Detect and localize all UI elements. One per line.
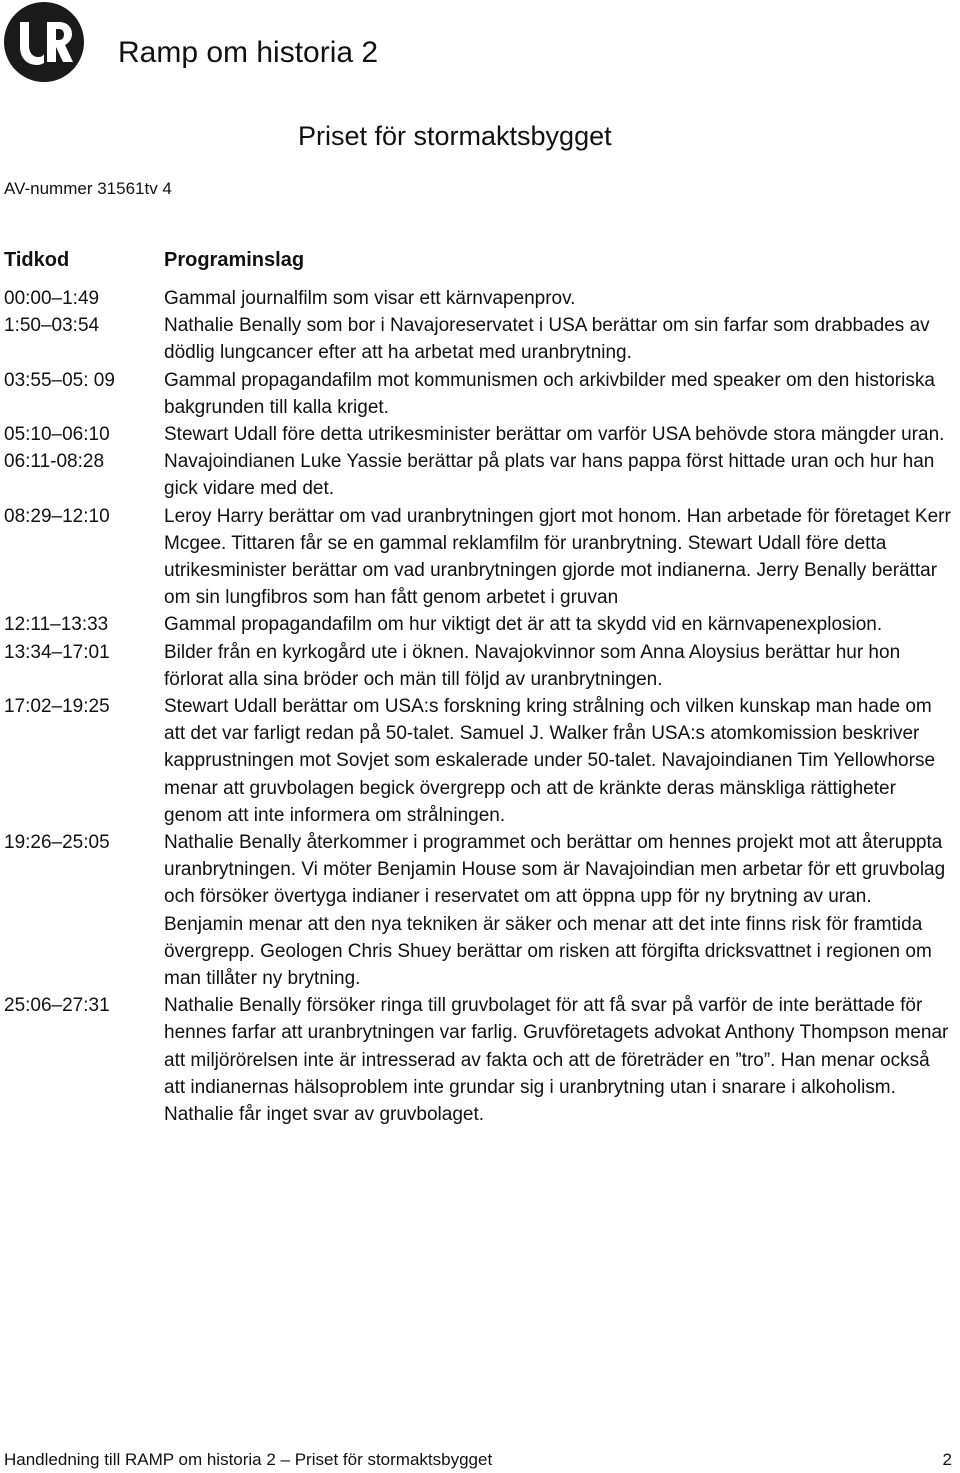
timecode: 1:50–03:54	[4, 315, 100, 337]
column-header-programinslag: Programinslag	[164, 249, 305, 271]
table-row	[4, 421, 956, 448]
table-row	[4, 312, 956, 366]
table-row	[4, 693, 956, 829]
timecode: 25:06–27:31	[4, 995, 110, 1017]
timecode: 17:02–19:25	[4, 696, 110, 718]
segment-description: Nathalie Benally återkommer i programmet och berättar om hennes projekt mot att återuppta uranbrytningen. Vi möter Benjamin House som är Navajoindian men arbetar för ett gruvbolag och försöker övertyga indianer i reservatet om att öppna upp för ny brytning av uran. Benjamin menar att den nya tekniken är säker och menar att det inte finns risk för framtida övergrepp. Geologen Chris Shuey berättar om risken att förgifta dricksvattnet i regionen om man tillåter ny brytning.	[164, 832, 946, 990]
table-row	[4, 285, 956, 312]
episode-title: Priset för stormaktsbygget	[298, 121, 612, 151]
segment-description: Nathalie Benally som bor i Navajoreservatet i USA berättar om sin farfar som drabbades av dödlig lungcancer efter att ha arbetat med uranbrytning.	[164, 315, 930, 364]
segment-description: Stewart Udall före detta utrikesminister berättar om varför USA behövde stora mängder uran.	[164, 424, 945, 446]
table-row	[4, 829, 956, 992]
timecode: 19:26–25:05	[4, 832, 110, 854]
footer-text: Handledning till RAMP om historia 2 – Priset för stormaktsbygget	[4, 1450, 493, 1469]
segment-description: Stewart Udall berättar om USA:s forskning kring strålning och vilken kunskap man hade om att det var farligt redan på 50-talet. Samuel J. Walker från USA:s atomkomission beskriver kapprustningen mot Sovjet som eskalerade under 50-talet. Navajoindianen Tim Yellowhorse menar att gruvbolagen begick övergrepp och att de kränkte deras mänskliga rättigheter genom att inte informera om strålningen.	[164, 696, 936, 826]
series-title: Ramp om historia 2	[118, 36, 379, 69]
timecode: 03:55–05: 09	[4, 369, 115, 391]
segment-description: Leroy Harry berättar om vad uranbrytningen gjort mot honom. Han arbetade för företaget Kerr Mcgee. Tittaren får se en gammal reklamfilm för uranbrytning. Stewart Udall före detta utrikesminister berättar om vad uranbrytningen gjorde mot indianerna. Jerry Benally berättar om sin lungfibros som han fått genom arbetet i gruvan	[164, 505, 951, 609]
segment-description: Bilder från en kyrkogård ute i öknen. Navajokvinnor som Anna Aloysius berättar hur hon förlorat alla sina bröder och män till följd av uranbrytningen.	[164, 641, 901, 690]
timecode: 05:10–06:10	[4, 424, 110, 446]
timecode: 00:00–1:49	[4, 288, 100, 309]
timecode: 06:11-08:28	[4, 451, 105, 473]
program-table	[4, 285, 956, 1128]
table-row	[4, 448, 956, 502]
table-row	[4, 367, 956, 421]
timecode: 08:29–12:10	[4, 505, 110, 527]
timecode: 12:11–13:33	[4, 614, 109, 636]
table-row	[4, 611, 956, 638]
table-row	[4, 639, 956, 693]
timecode: 13:34–17:01	[4, 641, 110, 663]
page-number: 2	[942, 1450, 952, 1469]
segment-description: Gammal journalfilm som visar ett kärnvapenprov.	[164, 288, 576, 309]
segment-description: Gammal propagandafilm om hur viktigt det är att ta skydd vid en kärnvapenexplosion.	[164, 614, 883, 636]
segment-description: Gammal propagandafilm mot kommunismen och arkivbilder med speaker om den historiska bakgrunden till kalla kriget.	[164, 369, 935, 418]
av-number: AV-nummer 31561tv 4	[4, 179, 172, 198]
segment-description: Nathalie Benally försöker ringa till gruvbolaget för att få svar på varför de inte berättade för hennes farfar att uranbrytningen var farlig. Gruvföretagets advokat Anthony Thompson menar att miljörörelsen inte är intresserad av fakta och att de företräder en ”tro”. Han menar också att indianernas hälsoproblem inte grundar sig i uranbrytning utan i snarare i alkoholism. Nathalie får inget svar av gruvbolaget.	[164, 995, 949, 1126]
ur-logo-icon	[4, 2, 84, 82]
segment-description: Navajoindianen Luke Yassie berättar på plats var hans pappa först hittade uran och hur han gick vidare med det.	[164, 451, 935, 500]
column-header-tidkod: Tidkod	[4, 249, 70, 271]
table-row	[4, 503, 956, 612]
table-row	[4, 992, 956, 1128]
